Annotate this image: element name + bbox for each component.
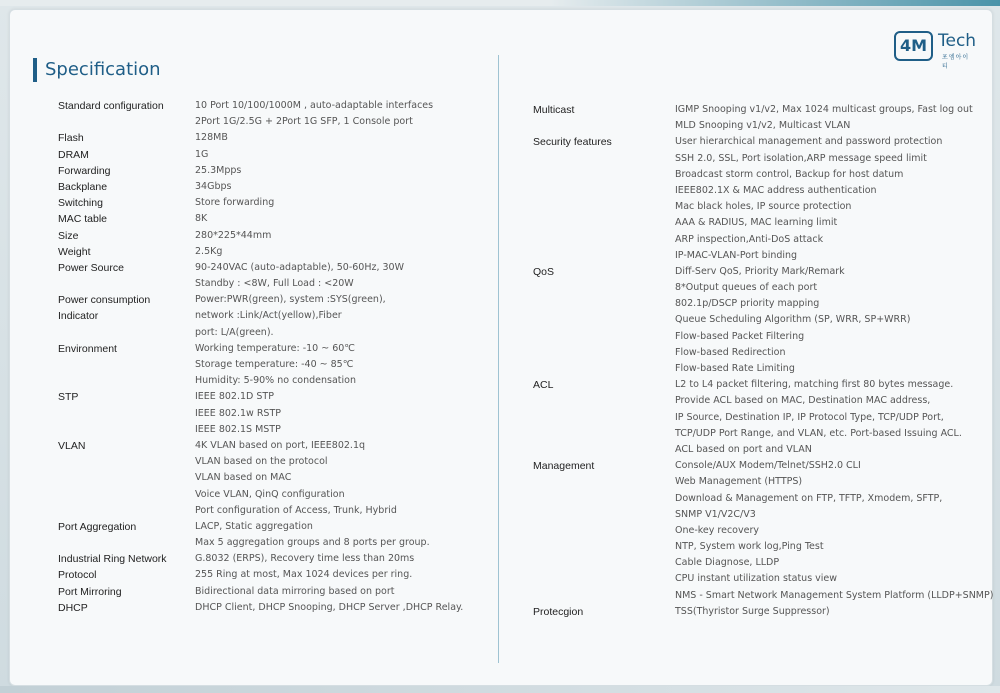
spec-row (58, 98, 463, 130)
spec-values (675, 604, 993, 620)
spec-value-line: Working temperature: -10 ~ 60℃ (195, 342, 355, 354)
spec-value-line: Web Management (HTTPS) (675, 476, 803, 488)
spec-value-line: 802.1p/DSCP priority mapping (675, 298, 820, 310)
spec-row (58, 292, 463, 308)
spec-value-line: IEEE 802.1D STP (195, 391, 274, 403)
spec-value-line: SNMP V1/V2C/V3 (675, 508, 756, 520)
spec-value-line: 2.5Kg (195, 245, 223, 257)
spec-row (533, 134, 993, 264)
spec-value-line: Broadcast storm control, Backup for host datum (675, 168, 904, 180)
spec-value-line: 90-240VAC (auto-adaptable), 50-60Hz, 30W (195, 261, 404, 273)
spec-label: Switching (58, 197, 103, 210)
spec-value-line: Cable Diagnose, LLDP (675, 557, 780, 569)
spec-row (533, 102, 993, 134)
spec-value-line: IP Source, Destination IP, IP Protocol Type, TCP/UDP Port, (675, 411, 944, 423)
logo-subtext: 포엠아이티 (942, 54, 970, 70)
spec-value-line: 8K (195, 213, 208, 225)
spec-value-line: Console/AUX Modem/Telnet/SSH2.0 CLI (675, 460, 861, 472)
spec-value-line: 1G (195, 148, 209, 160)
spec-value-line: Queue Scheduling Algorithm (SP, WRR, SP+WRR) (675, 314, 911, 326)
spec-value-line: CPU instant utilization status view (675, 573, 838, 585)
spec-value-line: 25.3Mpps (195, 164, 242, 176)
spec-value-line: 10 Port 10/100/1000M , auto-adaptable interfaces (195, 100, 434, 111)
spec-values (195, 341, 463, 390)
spec-values (195, 551, 463, 567)
brand-logo (894, 25, 977, 70)
spec-value-line: Voice VLAN, QinQ configuration (195, 488, 345, 500)
spec-label: QoS (533, 265, 555, 278)
spec-label: Industrial Ring Network (58, 553, 167, 566)
spec-label: Indicator (58, 310, 99, 323)
top-accent-bar (0, 0, 1000, 6)
spec-table-right (533, 102, 993, 620)
spec-values (675, 102, 993, 134)
spec-row (533, 264, 993, 377)
spec-value-line: network :Link/Act(yellow),Fiber (195, 310, 342, 322)
spec-value-line: Port configuration of Access, Trunk, Hybrid (195, 504, 397, 516)
spec-values (195, 519, 463, 551)
spec-value-line: L2 to L4 packet filtering, matching first 80 bytes message. (675, 379, 954, 391)
spec-values (675, 134, 993, 264)
spec-value-line: DHCP Client, DHCP Snooping, DHCP Server ,DHCP Relay. (195, 601, 464, 613)
spec-values (195, 389, 463, 438)
spec-value-line: MLD Snooping v1/v2, Multicast VLAN (675, 120, 851, 132)
spec-value-line: 34Gbps (195, 180, 232, 192)
spec-label: Port Aggregation (58, 520, 137, 533)
spec-value-line: 255 Ring at most, Max 1024 devices per ring. (195, 569, 413, 581)
spec-value-line: Storage temperature: -40 ~ 85℃ (195, 359, 354, 370)
spec-value-line: port: L/A(green). (195, 326, 274, 338)
spec-label: STP (58, 391, 79, 404)
spec-values (195, 584, 463, 600)
spec-value-line: VLAN based on MAC (195, 472, 292, 484)
spec-row (58, 244, 463, 260)
spec-row (58, 179, 463, 195)
spec-label: Flash (58, 132, 84, 145)
spec-label: Protecgion (533, 605, 584, 618)
spec-values (195, 211, 463, 227)
spec-values (675, 377, 993, 458)
spec-value-line: Mac black holes, IP source protection (675, 201, 852, 213)
spec-value-line: 8*Output queues of each port (675, 282, 818, 294)
spec-value-line: Flow-based Rate Limiting (675, 363, 795, 374)
spec-row (533, 458, 993, 604)
spec-table-left (58, 98, 463, 616)
spec-value-line: Bidirectional data mirroring based on port (195, 585, 395, 597)
spec-row (58, 163, 463, 179)
spec-values (195, 98, 463, 130)
spec-row (58, 130, 463, 146)
spec-label: Forwarding (58, 164, 111, 177)
spec-values (675, 264, 993, 377)
spec-row (58, 584, 463, 600)
spec-value-line: IGMP Snooping v1/v2, Max 1024 multicast groups, Fast log out (675, 104, 973, 115)
spec-label: Security features (533, 136, 612, 149)
spec-label: ACL (533, 379, 554, 392)
spec-values (195, 179, 463, 195)
spec-row (58, 147, 463, 163)
spec-row (533, 377, 993, 458)
spec-value-line: IEEE 802.1S MSTP (195, 423, 281, 435)
spec-value-line: 4K VLAN based on port, IEEE802.1q (195, 439, 366, 451)
spec-label: Size (58, 229, 79, 242)
spec-row (58, 389, 463, 438)
spec-row (58, 228, 463, 244)
spec-value-line: NMS - Smart Network Management System Platform (LLDP+SNMP) (675, 589, 994, 601)
spec-values (195, 130, 463, 146)
logo-text: Tech (938, 31, 977, 51)
spec-value-line: TCP/UDP Port Range, and VLAN, etc. Port-based Issuing ACL. (675, 427, 962, 439)
spec-label: Standard configuration (58, 100, 164, 112)
spec-label: Management (533, 460, 595, 473)
spec-value-line: One-key recovery (675, 524, 759, 536)
spec-value-line: AAA & RADIUS, MAC learning limit (675, 217, 838, 229)
spec-value-line: Standby : <8W, Full Load : <20W (195, 278, 354, 290)
spec-label: Environment (58, 342, 117, 355)
spec-row (58, 567, 463, 583)
spec-values (195, 147, 463, 163)
spec-label: Power consumption (58, 294, 151, 307)
spec-row (533, 604, 993, 620)
page-title: Specification (33, 58, 161, 82)
spec-label: DHCP (58, 601, 88, 614)
spec-label: VLAN (58, 439, 86, 452)
spec-row (58, 438, 463, 519)
spec-value-line: 128MB (195, 132, 228, 144)
bottom-accent-bar (0, 686, 1000, 693)
spec-label: Weight (58, 245, 91, 258)
spec-values (195, 308, 463, 340)
spec-values (195, 195, 463, 211)
spec-value-line: IEEE 802.1w RSTP (195, 407, 281, 419)
spec-row (58, 211, 463, 227)
spec-row (58, 551, 463, 567)
spec-value-line: 2Port 1G/2.5G + 2Port 1G SFP, 1 Console port (195, 116, 413, 128)
logo-badge: 4M (894, 31, 933, 61)
spec-value-line: Max 5 aggregation groups and 8 ports per group. (195, 537, 430, 549)
spec-label: MAC table (58, 213, 108, 226)
spec-value-line: VLAN based on the protocol (195, 456, 328, 468)
spec-label: Port Mirroring (58, 585, 122, 598)
spec-value-line: ARP inspection,Anti-DoS attack (675, 233, 824, 245)
spec-values (195, 438, 463, 519)
spec-values (195, 260, 463, 292)
spec-values (195, 244, 463, 260)
spec-value-line: Download & Management on FTP, TFTP, Xmodem, SFTP, (675, 492, 943, 504)
spec-label: DRAM (58, 148, 89, 161)
spec-value-line: Flow-based Packet Filtering (675, 330, 805, 342)
spec-value-line: User hierarchical management and password protection (675, 136, 943, 148)
spec-values (675, 458, 993, 604)
spec-value-line: Provide ACL based on MAC, Destination MAC address, (675, 395, 931, 407)
spec-value-line: Power:PWR(green), system :SYS(green), (195, 294, 386, 306)
spec-row (58, 195, 463, 211)
spec-value-line: LACP, Static aggregation (195, 520, 313, 532)
spec-values (195, 163, 463, 179)
spec-values (195, 600, 463, 616)
column-divider (498, 55, 499, 663)
spec-value-line: Flow-based Redirection (675, 346, 786, 358)
spec-row (58, 308, 463, 340)
spec-value-line: SSH 2.0, SSL, Port isolation,ARP message speed limit (675, 152, 927, 164)
spec-value-line: 280*225*44mm (195, 229, 272, 241)
spec-row (58, 600, 463, 616)
spec-label: Multicast (533, 104, 575, 116)
spec-label: Backplane (58, 180, 108, 193)
spec-row (58, 519, 463, 551)
spec-label: Protocol (58, 569, 97, 582)
spec-value-line: IP-MAC-VLAN-Port binding (675, 249, 798, 261)
spec-row (58, 260, 463, 292)
spec-values (195, 228, 463, 244)
spec-value-line: NTP, System work log,Ping Test (675, 541, 824, 553)
spec-value-line: Store forwarding (195, 197, 275, 209)
spec-value-line: ACL based on port and VLAN (675, 443, 812, 455)
spec-row (58, 341, 463, 390)
spec-value-line: TSS(Thyristor Surge Suppressor) (675, 605, 830, 617)
spec-values (195, 292, 463, 308)
spec-value-line: Humidity: 5-90% no condensation (195, 375, 356, 387)
spec-label: Power Source (58, 261, 124, 274)
spec-value-line: G.8032 (ERPS), Recovery time less than 20ms (195, 553, 415, 565)
spec-value-line: Diff-Serv QoS, Priority Mark/Remark (675, 265, 845, 277)
spec-values (195, 567, 463, 583)
spec-value-line: IEEE802.1X & MAC address authentication (675, 184, 877, 196)
